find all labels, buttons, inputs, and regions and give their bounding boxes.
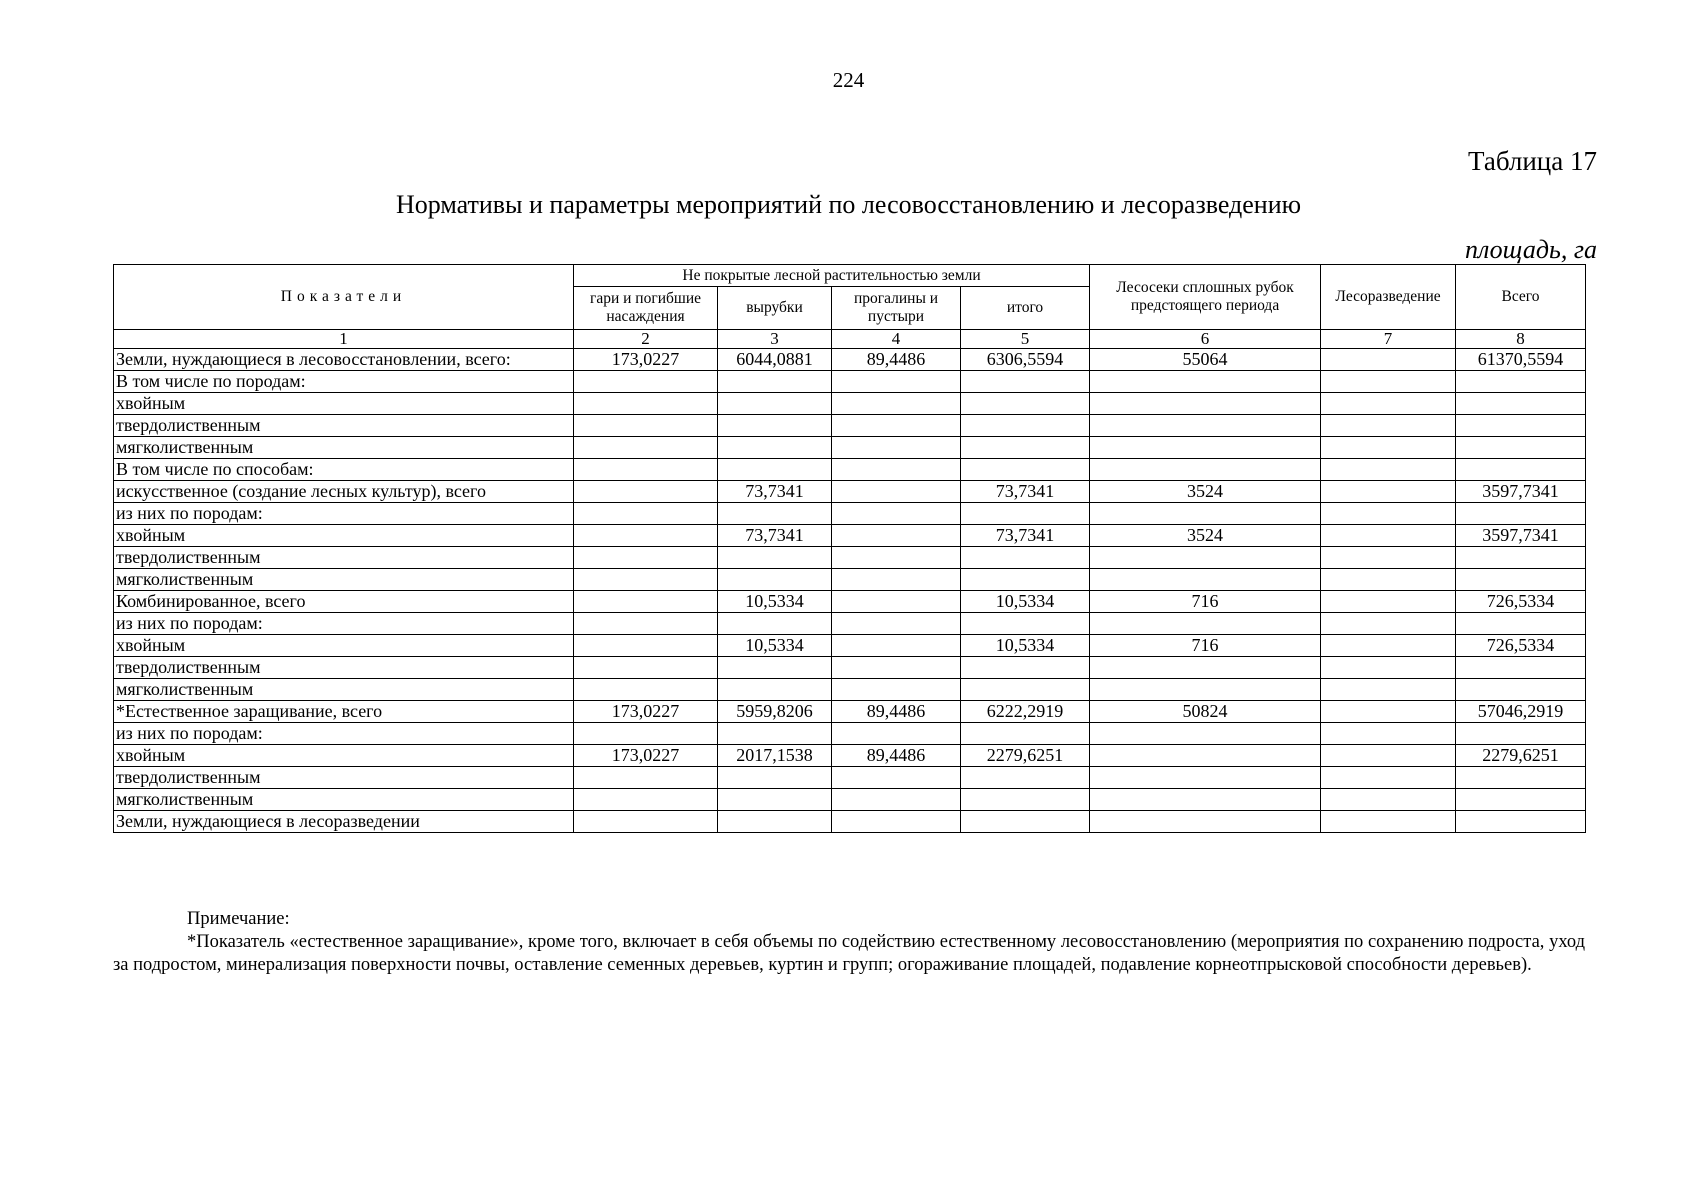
cell-col3: 2017,1538 xyxy=(718,745,832,767)
cell-col4 xyxy=(832,811,961,833)
cell-col3: 73,7341 xyxy=(718,481,832,503)
cell-col6 xyxy=(1090,767,1321,789)
cell-col2 xyxy=(574,679,718,701)
table-row xyxy=(114,481,1586,503)
row-label: В том числе по способам: xyxy=(114,459,574,481)
cell-col7 xyxy=(1321,371,1456,393)
header-col6: Лесосеки сплошных рубок предстоящего периода xyxy=(1090,265,1321,330)
cell-col3: 73,7341 xyxy=(718,525,832,547)
row-label: твердолиственным xyxy=(114,767,574,789)
cell-col2 xyxy=(574,371,718,393)
cell-col2 xyxy=(574,525,718,547)
cell-col6 xyxy=(1090,811,1321,833)
cell-col8 xyxy=(1456,613,1586,635)
cell-col6 xyxy=(1090,679,1321,701)
cell-col4: 89,4486 xyxy=(832,745,961,767)
cell-col8 xyxy=(1456,569,1586,591)
cell-col7 xyxy=(1321,767,1456,789)
table-row xyxy=(114,613,1586,635)
cell-col3: 10,5334 xyxy=(718,635,832,657)
header-col4: прогалины и пустыри xyxy=(832,287,961,330)
cell-col6: 3524 xyxy=(1090,525,1321,547)
cell-col3 xyxy=(718,679,832,701)
row-label: Земли, нуждающиеся в лесовосстановлении, всего: xyxy=(114,349,574,371)
footnote-text: *Показатель «естественное заращивание», кроме того, включает в себя объемы по содействию естественному лесовосстановлению (мероприятия по сохранению подроста, уход за подростом, минерализация поверхности почвы, оставление семенных деревьев, куртин и групп; огораживание площадей, подавление корнеотпрысковой способности деревьев). xyxy=(113,932,1585,975)
cell-col8: 61370,5594 xyxy=(1456,349,1586,371)
cell-col7 xyxy=(1321,811,1456,833)
column-number: 8 xyxy=(1456,330,1586,349)
cell-col4: 89,4486 xyxy=(832,349,961,371)
table-row xyxy=(114,393,1586,415)
cell-col6 xyxy=(1090,437,1321,459)
table-row xyxy=(114,635,1586,657)
cell-col4 xyxy=(832,503,961,525)
cell-col4 xyxy=(832,569,961,591)
header-col2: гари и погибшие насаждения xyxy=(574,287,718,330)
cell-col5 xyxy=(961,811,1090,833)
cell-col2: 173,0227 xyxy=(574,745,718,767)
cell-col4 xyxy=(832,767,961,789)
row-label: мягколиственным xyxy=(114,789,574,811)
cell-col3 xyxy=(718,459,832,481)
header-col3: вырубки xyxy=(718,287,832,330)
cell-col7 xyxy=(1321,657,1456,679)
cell-col2 xyxy=(574,437,718,459)
header-col7: Лесоразведение xyxy=(1321,265,1456,330)
cell-col5: 10,5334 xyxy=(961,591,1090,613)
row-label: мягколиственным xyxy=(114,437,574,459)
cell-col7 xyxy=(1321,393,1456,415)
cell-col2: 173,0227 xyxy=(574,349,718,371)
table-row xyxy=(114,525,1586,547)
cell-col5 xyxy=(961,767,1090,789)
data-table xyxy=(113,264,1586,833)
row-label: твердолиственным xyxy=(114,657,574,679)
cell-col5: 10,5334 xyxy=(961,635,1090,657)
cell-col3 xyxy=(718,393,832,415)
cell-col4 xyxy=(832,591,961,613)
row-label: мягколиственным xyxy=(114,569,574,591)
cell-col4 xyxy=(832,657,961,679)
cell-col5 xyxy=(961,789,1090,811)
cell-col4 xyxy=(832,393,961,415)
table-body xyxy=(114,349,1586,833)
cell-col6 xyxy=(1090,371,1321,393)
cell-col2 xyxy=(574,613,718,635)
cell-col6: 716 xyxy=(1090,635,1321,657)
column-numbers-row xyxy=(114,330,1586,349)
row-label: хвойным xyxy=(114,525,574,547)
cell-col8 xyxy=(1456,789,1586,811)
row-label: искусственное (создание лесных культур), всего xyxy=(114,481,574,503)
cell-col6 xyxy=(1090,503,1321,525)
cell-col6 xyxy=(1090,393,1321,415)
cell-col2 xyxy=(574,393,718,415)
cell-col7 xyxy=(1321,789,1456,811)
cell-col6 xyxy=(1090,459,1321,481)
cell-col7 xyxy=(1321,437,1456,459)
cell-col2 xyxy=(574,459,718,481)
document-title: Нормативы и параметры мероприятий по лесовосстановлению и лесоразведению xyxy=(395,190,1302,219)
cell-col8 xyxy=(1456,371,1586,393)
cell-col3: 5959,8206 xyxy=(718,701,832,723)
cell-col3 xyxy=(718,811,832,833)
cell-col6: 3524 xyxy=(1090,481,1321,503)
cell-col4 xyxy=(832,437,961,459)
cell-col5 xyxy=(961,503,1090,525)
table-row xyxy=(114,657,1586,679)
cell-col2 xyxy=(574,547,718,569)
cell-col5 xyxy=(961,371,1090,393)
cell-col2 xyxy=(574,657,718,679)
cell-col7 xyxy=(1321,745,1456,767)
cell-col8: 726,5334 xyxy=(1456,635,1586,657)
cell-col8 xyxy=(1456,547,1586,569)
row-label: из них по породам: xyxy=(114,723,574,745)
cell-col6 xyxy=(1090,569,1321,591)
cell-col3: 10,5334 xyxy=(718,591,832,613)
cell-col8 xyxy=(1456,415,1586,437)
cell-col8 xyxy=(1456,723,1586,745)
cell-col4 xyxy=(832,635,961,657)
table-row xyxy=(114,503,1586,525)
cell-col7 xyxy=(1321,415,1456,437)
table-row xyxy=(114,701,1586,723)
cell-col6 xyxy=(1090,723,1321,745)
cell-col5 xyxy=(961,437,1090,459)
cell-col6 xyxy=(1090,745,1321,767)
cell-col4 xyxy=(832,415,961,437)
cell-col5 xyxy=(961,393,1090,415)
cell-col2: 173,0227 xyxy=(574,701,718,723)
cell-col6: 716 xyxy=(1090,591,1321,613)
cell-col7 xyxy=(1321,723,1456,745)
cell-col2 xyxy=(574,789,718,811)
cell-col5: 6306,5594 xyxy=(961,349,1090,371)
cell-col7 xyxy=(1321,503,1456,525)
column-number: 3 xyxy=(718,330,832,349)
row-label: хвойным xyxy=(114,745,574,767)
cell-col2 xyxy=(574,723,718,745)
cell-col7 xyxy=(1321,701,1456,723)
cell-col5 xyxy=(961,723,1090,745)
cell-col8 xyxy=(1456,679,1586,701)
row-label: хвойным xyxy=(114,635,574,657)
footnote xyxy=(113,908,1585,977)
column-number: 4 xyxy=(832,330,961,349)
cell-col2 xyxy=(574,767,718,789)
row-label: Комбинированное, всего xyxy=(114,591,574,613)
column-number: 2 xyxy=(574,330,718,349)
header-indicators: Показатели xyxy=(114,265,574,330)
table-row xyxy=(114,679,1586,701)
cell-col5 xyxy=(961,679,1090,701)
cell-col6: 55064 xyxy=(1090,349,1321,371)
cell-col7 xyxy=(1321,459,1456,481)
table-row xyxy=(114,459,1586,481)
table-row xyxy=(114,371,1586,393)
cell-col4 xyxy=(832,525,961,547)
cell-col3 xyxy=(718,723,832,745)
cell-col8 xyxy=(1456,393,1586,415)
row-label: мягколиственным xyxy=(114,679,574,701)
column-number: 7 xyxy=(1321,330,1456,349)
cell-col3 xyxy=(718,503,832,525)
cell-col6: 50824 xyxy=(1090,701,1321,723)
cell-col8 xyxy=(1456,811,1586,833)
cell-col8 xyxy=(1456,459,1586,481)
cell-col5: 73,7341 xyxy=(961,481,1090,503)
table-row xyxy=(114,437,1586,459)
cell-col8 xyxy=(1456,503,1586,525)
row-label: твердолиственным xyxy=(114,547,574,569)
cell-col5: 6222,2919 xyxy=(961,701,1090,723)
cell-col4 xyxy=(832,613,961,635)
cell-col6 xyxy=(1090,613,1321,635)
table-row xyxy=(114,591,1586,613)
cell-col7 xyxy=(1321,481,1456,503)
cell-col7 xyxy=(1321,635,1456,657)
header-col8: Всего xyxy=(1456,265,1586,330)
footnote-heading: Примечание: xyxy=(187,909,290,929)
row-label: Земли, нуждающиеся в лесоразведении xyxy=(114,811,574,833)
cell-col6 xyxy=(1090,657,1321,679)
table-row xyxy=(114,569,1586,591)
cell-col6 xyxy=(1090,415,1321,437)
cell-col2 xyxy=(574,481,718,503)
row-label: из них по породам: xyxy=(114,613,574,635)
cell-col8: 3597,7341 xyxy=(1456,525,1586,547)
table-row xyxy=(114,547,1586,569)
cell-col8 xyxy=(1456,767,1586,789)
column-number: 5 xyxy=(961,330,1090,349)
row-label: хвойным xyxy=(114,393,574,415)
cell-col3 xyxy=(718,767,832,789)
table-row xyxy=(114,723,1586,745)
cell-col8 xyxy=(1456,657,1586,679)
cell-col3 xyxy=(718,613,832,635)
table-row xyxy=(114,767,1586,789)
row-label: В том числе по породам: xyxy=(114,371,574,393)
cell-col3 xyxy=(718,789,832,811)
cell-col3 xyxy=(718,569,832,591)
row-label: твердолиственным xyxy=(114,415,574,437)
row-label: из них по породам: xyxy=(114,503,574,525)
cell-col3 xyxy=(718,415,832,437)
cell-col2 xyxy=(574,415,718,437)
row-label: *Естественное заращивание, всего xyxy=(114,701,574,723)
cell-col8: 3597,7341 xyxy=(1456,481,1586,503)
cell-col4 xyxy=(832,723,961,745)
table-row xyxy=(114,415,1586,437)
page-number: 224 xyxy=(832,68,865,92)
cell-col4 xyxy=(832,459,961,481)
units-label: площадь, га xyxy=(1464,235,1597,264)
cell-col8 xyxy=(1456,437,1586,459)
cell-col5 xyxy=(961,569,1090,591)
cell-col4 xyxy=(832,481,961,503)
cell-col3 xyxy=(718,657,832,679)
cell-col5 xyxy=(961,459,1090,481)
cell-col7 xyxy=(1321,349,1456,371)
cell-col3 xyxy=(718,371,832,393)
table-row xyxy=(114,789,1586,811)
cell-col2 xyxy=(574,635,718,657)
cell-col8: 2279,6251 xyxy=(1456,745,1586,767)
table-row xyxy=(114,349,1586,371)
cell-col4 xyxy=(832,789,961,811)
table-row xyxy=(114,811,1586,833)
column-number: 6 xyxy=(1090,330,1321,349)
cell-col5 xyxy=(961,415,1090,437)
cell-col7 xyxy=(1321,679,1456,701)
cell-col5: 2279,6251 xyxy=(961,745,1090,767)
column-number: 1 xyxy=(114,330,574,349)
table-row xyxy=(114,745,1586,767)
cell-col4 xyxy=(832,679,961,701)
cell-col2 xyxy=(574,569,718,591)
cell-col5: 73,7341 xyxy=(961,525,1090,547)
cell-col5 xyxy=(961,657,1090,679)
cell-col2 xyxy=(574,811,718,833)
cell-col7 xyxy=(1321,591,1456,613)
cell-col4: 89,4486 xyxy=(832,701,961,723)
cell-col3: 6044,0881 xyxy=(718,349,832,371)
cell-col2 xyxy=(574,503,718,525)
cell-col3 xyxy=(718,547,832,569)
cell-col6 xyxy=(1090,547,1321,569)
cell-col6 xyxy=(1090,789,1321,811)
cell-col5 xyxy=(961,547,1090,569)
cell-col7 xyxy=(1321,525,1456,547)
cell-col2 xyxy=(574,591,718,613)
table-label: Таблица 17 xyxy=(1468,146,1597,176)
cell-col4 xyxy=(832,371,961,393)
header-group-uncovered: Не покрытые лесной растительностью земли xyxy=(574,265,1090,287)
cell-col8: 57046,2919 xyxy=(1456,701,1586,723)
cell-col7 xyxy=(1321,613,1456,635)
cell-col7 xyxy=(1321,569,1456,591)
cell-col7 xyxy=(1321,547,1456,569)
cell-col3 xyxy=(718,437,832,459)
cell-col8: 726,5334 xyxy=(1456,591,1586,613)
header-col5: итого xyxy=(961,287,1090,330)
cell-col5 xyxy=(961,613,1090,635)
cell-col4 xyxy=(832,547,961,569)
